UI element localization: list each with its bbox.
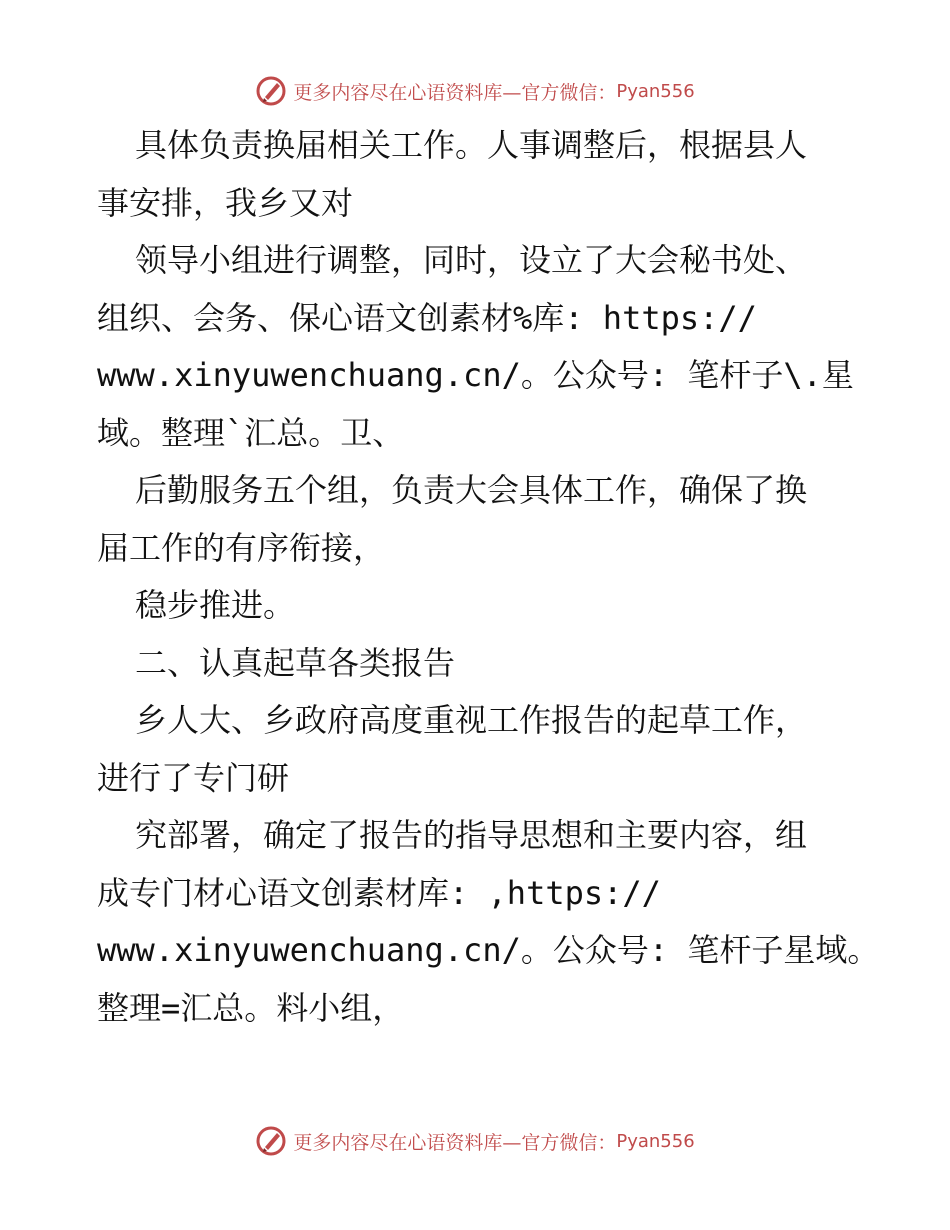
text-line: 乡人大、乡政府高度重视工作报告的起草工作， [135,701,808,739]
footer-banner-text: 更多内容尽在心语资料库—官方微信： [293,1131,617,1154]
pen-seal-icon [255,75,287,107]
text-line: 进行了专门研 [97,758,290,797]
text-line: 届工作的有序衔接， [97,528,386,567]
pen-seal-icon [255,1125,287,1157]
text-line: 组织、会务、保心语文创素材%库: https:// [97,298,757,337]
footer-banner [0,1121,950,1161]
header-wechat-id: Pyan556 [616,80,695,102]
text-line: 究部署，确定了报告的指导思想和主要内容，组 [135,816,808,854]
text-line: 稳步推进。 [135,586,296,624]
text-line: 具体负责换届相关工作。人事调整后，根据县人 [135,126,808,164]
section-heading: 二、认真起草各类报告 [135,643,456,682]
text-line: 后勤服务五个组，负责大会具体工作，确保了换 [135,471,808,509]
text-line: www.xinyuwenchuang.cn/。公众号: 笔杆子星域。 [97,931,880,969]
footer-wechat-id: Pyan556 [616,1130,695,1152]
text-line: 事安排，我乡又对 [97,183,354,222]
text-line: 整理=汇总。料小组， [97,988,405,1027]
header-banner-text: 更多内容尽在心语资料库—官方微信： [293,81,617,104]
header-banner [0,71,950,111]
text-line: 域。整理`汇总。卫、 [97,413,405,452]
text-line: 领导小组进行调整，同时，设立了大会秘书处、 [135,241,808,279]
text-line: www.xinyuwenchuang.cn/。公众号: 笔杆子\.星 [97,356,854,394]
text-line: 成专门材心语文创素材库: ,https:// [97,873,661,912]
body-text [97,117,897,1037]
